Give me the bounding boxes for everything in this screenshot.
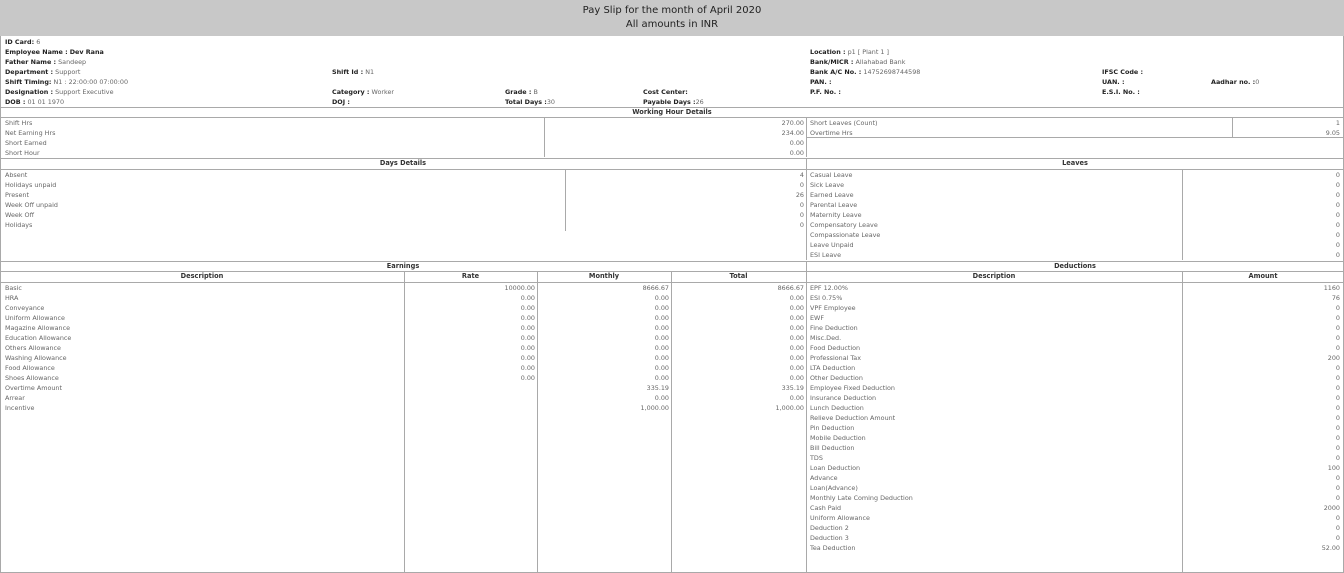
table-cell: 0 — [1335, 324, 1340, 332]
days-values — [744, 170, 804, 230]
list-item: Leave Unpaid — [810, 241, 854, 249]
list-item: Compensatory Leave — [810, 221, 878, 229]
table-cell: 335.19 — [781, 384, 804, 392]
list-value: 0 — [799, 211, 804, 219]
table-cell: Loan(Advance) — [810, 484, 858, 492]
table-cell: 0.00 — [654, 354, 669, 362]
table-cell: 0.00 — [520, 294, 535, 302]
table-cell: 0.00 — [520, 344, 535, 352]
table-cell — [436, 383, 535, 393]
leaves-title: Leaves — [1062, 159, 1088, 167]
table-cell: 0 — [1335, 344, 1340, 352]
list-item: Holidays unpaid — [5, 181, 57, 189]
list-value: 270.00 — [781, 119, 804, 127]
payslip-subtitle: All amounts in INR — [625, 19, 719, 30]
list-value: 0 — [1335, 211, 1340, 219]
table-cell: Deduction 3 — [810, 534, 849, 542]
table-cell: LTA Deduction — [810, 364, 856, 372]
table-cell: 0 — [1335, 434, 1340, 442]
list-value: 0 — [799, 181, 804, 189]
esi-number-field: E.S.I. No. : — [1102, 88, 1140, 96]
list-value: 26 — [795, 191, 804, 199]
list-value: 0 — [1335, 171, 1340, 179]
table-cell: 0.00 — [789, 314, 804, 322]
table-cell: 10000.00 — [504, 284, 535, 292]
table-cell: 0 — [1335, 424, 1340, 432]
list-value: 0 — [799, 221, 804, 229]
table-cell: 1,000.00 — [775, 404, 804, 412]
table-cell: 0.00 — [654, 344, 669, 352]
list-item: Absent — [5, 171, 28, 179]
table-cell: Fine Deduction — [810, 324, 858, 332]
list-item: ESI Leave — [810, 251, 842, 259]
list-item: Compassionate Leave — [810, 231, 881, 239]
working-hours-left-labels — [5, 118, 55, 158]
earnings-monthly-column — [570, 283, 669, 413]
table-cell: 0.00 — [789, 364, 804, 372]
table-cell: 100 — [1327, 464, 1340, 472]
list-value: 0.00 — [789, 149, 804, 157]
list-value: 0 — [1335, 221, 1340, 229]
deductions-amount-column — [1280, 283, 1340, 553]
divider — [1232, 117, 1233, 137]
table-cell: 0 — [1335, 364, 1340, 372]
dob-field: DOB : 01 01 1970 — [5, 98, 65, 106]
table-cell: 0.00 — [520, 324, 535, 332]
table-cell: Employee Fixed Deduction — [810, 384, 895, 392]
table-cell: 8666.67 — [642, 284, 669, 292]
earnings-title: Earnings — [386, 262, 420, 270]
earnings-rate-header: Rate — [461, 272, 480, 280]
table-cell: Conveyance — [5, 304, 45, 312]
divider — [544, 117, 545, 157]
table-cell: Arrear — [5, 394, 25, 402]
list-item: Short Hour — [5, 149, 40, 157]
table-cell: Lunch Deduction — [810, 404, 864, 412]
table-cell: 0.00 — [789, 294, 804, 302]
earnings-description-header: Description — [180, 272, 224, 280]
table-cell: 0.00 — [789, 354, 804, 362]
table-cell: 335.19 — [646, 384, 669, 392]
bank-micr-field: Bank/MICR : Allahabad Bank — [810, 58, 906, 66]
table-cell: Education Allowance — [5, 334, 72, 342]
list-value: 0.00 — [789, 139, 804, 147]
table-cell: 0 — [1335, 494, 1340, 502]
divider — [806, 261, 807, 573]
table-cell: 200 — [1327, 354, 1340, 362]
father-name-field: Father Name : Sandeep — [5, 58, 87, 66]
list-item: Parental Leave — [810, 201, 858, 209]
table-cell: Professional Tax — [810, 354, 861, 362]
deductions-title: Deductions — [1054, 262, 1096, 270]
table-cell: Magazine Allowance — [5, 324, 71, 332]
table-cell: Relieve Deduction Amount — [810, 414, 896, 422]
table-cell: Mobile Deduction — [810, 434, 866, 442]
table-cell: 0.00 — [789, 374, 804, 382]
leaves-labels — [810, 170, 880, 260]
table-cell: 0.00 — [789, 344, 804, 352]
location-field: Location : p1 [ Plant 1 ] — [810, 48, 889, 56]
id-card-field: ID Card: 6 — [5, 38, 41, 46]
table-cell: EWF — [810, 314, 825, 322]
table-cell: 0.00 — [654, 394, 669, 402]
table-cell — [436, 393, 535, 403]
shift-id-field: Shift Id : N1 — [332, 68, 375, 76]
table-cell: 0.00 — [654, 294, 669, 302]
table-cell: 0 — [1335, 404, 1340, 412]
aadhar-field: Aadhar no. :0 — [1211, 78, 1260, 86]
category-field: Category : Worker — [332, 88, 395, 96]
list-value: 0 — [799, 201, 804, 209]
table-cell: 0.00 — [789, 324, 804, 332]
table-cell: Uniform Allowance — [5, 314, 65, 322]
table-cell: 0.00 — [789, 304, 804, 312]
divider — [671, 271, 672, 573]
payslip-title: Pay Slip for the month of April 2020 — [582, 5, 762, 16]
cost-center-field: Cost Center: — [643, 88, 688, 96]
table-cell: 0.00 — [654, 324, 669, 332]
divider — [565, 169, 566, 231]
table-cell: Food Allowance — [5, 364, 55, 372]
earnings-total-column — [704, 283, 804, 413]
list-item: Short Earned — [5, 139, 47, 147]
table-cell — [436, 403, 535, 413]
pf-number-field: P.F. No. : — [810, 88, 841, 96]
table-cell: Monthly Late Coming Deduction — [810, 494, 913, 502]
list-value: 4 — [799, 171, 804, 179]
list-item: Holidays — [5, 221, 33, 229]
table-cell: EPF 12.00% — [810, 284, 848, 292]
table-cell: 0.00 — [654, 314, 669, 322]
earnings-rate-column — [436, 283, 535, 413]
list-value: 0 — [1335, 251, 1340, 259]
table-cell: 0.00 — [654, 334, 669, 342]
table-cell: 76 — [1331, 294, 1340, 302]
shift-timing-field: Shift Timing: N1 : 22:00:00 07:00:00 — [5, 78, 129, 86]
table-cell: Misc.Ded. — [810, 334, 842, 342]
grade-field: Grade : B — [505, 88, 538, 96]
table-cell: Bill Deduction — [810, 444, 855, 452]
table-cell: Tea Deduction — [810, 544, 856, 552]
table-cell: 0.00 — [520, 304, 535, 312]
table-cell: 0 — [1335, 484, 1340, 492]
table-cell: 0.00 — [789, 394, 804, 402]
table-cell: 0.00 — [520, 354, 535, 362]
table-cell: 0 — [1335, 334, 1340, 342]
list-value: 0 — [1335, 201, 1340, 209]
table-cell: 0 — [1335, 444, 1340, 452]
table-cell: Cash Paid — [810, 504, 842, 512]
working-hours-left-values — [744, 118, 804, 158]
divider — [806, 137, 1344, 138]
list-value: 1 — [1335, 119, 1340, 127]
days-labels — [5, 170, 58, 230]
table-cell: HRA — [5, 294, 19, 302]
earnings-description-column — [5, 283, 71, 413]
pan-field: PAN. : — [810, 78, 832, 86]
department-field: Department : Support — [5, 68, 81, 76]
divider — [537, 271, 538, 573]
table-cell: 0.00 — [789, 334, 804, 342]
list-item: Casual Leave — [810, 171, 853, 179]
uan-field: UAN. : — [1102, 78, 1125, 86]
table-cell: 0.00 — [520, 314, 535, 322]
table-cell: 0 — [1335, 304, 1340, 312]
list-item: Week Off — [5, 211, 34, 219]
divider — [0, 169, 1344, 170]
bank-account-field: Bank A/C No. : 14752698744598 — [810, 68, 921, 76]
employee-name-field: Employee Name : Dev Rana — [5, 48, 104, 56]
divider — [806, 158, 807, 260]
table-cell: Loan Deduction — [810, 464, 861, 472]
table-cell: Deduction 2 — [810, 524, 849, 532]
list-value: 0 — [1335, 181, 1340, 189]
divider — [0, 282, 1344, 283]
table-cell: Advance — [810, 474, 838, 482]
table-cell: Food Deduction — [810, 344, 861, 352]
payslip-header — [0, 0, 1344, 36]
list-value: 0 — [1335, 191, 1340, 199]
table-cell: 2000 — [1323, 504, 1340, 512]
payable-days-field: Payable Days :26 — [643, 98, 704, 106]
table-cell: 0 — [1335, 514, 1340, 522]
list-value: 9.05 — [1325, 129, 1340, 137]
list-item: Sick Leave — [810, 181, 845, 189]
divider — [1182, 169, 1183, 260]
table-cell: 0 — [1335, 394, 1340, 402]
table-cell: 0 — [1335, 314, 1340, 322]
table-cell: Washing Allowance — [5, 354, 67, 362]
table-cell: Other Deduction — [810, 374, 863, 382]
table-cell: 0 — [1335, 374, 1340, 382]
table-cell: Shoes Allowance — [5, 374, 59, 382]
divider — [404, 271, 405, 573]
list-item: Net Earning Hrs — [5, 129, 56, 137]
table-cell: VPF Employee — [810, 304, 856, 312]
list-item: Present — [5, 191, 29, 199]
list-item: Maternity Leave — [810, 211, 862, 219]
table-cell: 0.00 — [654, 304, 669, 312]
list-value: 0 — [1335, 241, 1340, 249]
table-cell: Others Allowance — [5, 344, 61, 352]
deductions-description-header: Description — [972, 272, 1016, 280]
earnings-total-header: Total — [729, 272, 748, 280]
table-cell: 0 — [1335, 534, 1340, 542]
table-cell: Pin Deduction — [810, 424, 855, 432]
days-details-title: Days Details — [379, 159, 427, 167]
table-cell: Basic — [5, 284, 22, 292]
list-value: 234.00 — [781, 129, 804, 137]
table-cell: TDS — [810, 454, 823, 462]
table-cell: 0.00 — [520, 364, 535, 372]
list-item: Week Off unpaid — [5, 201, 58, 209]
table-cell: 0.00 — [520, 374, 535, 382]
table-cell: Uniform Allowance — [810, 514, 870, 522]
table-cell: 0 — [1335, 414, 1340, 422]
list-item: Shift Hrs — [5, 119, 33, 127]
table-cell: 8666.67 — [777, 284, 804, 292]
earnings-monthly-header: Monthly — [588, 272, 620, 280]
working-hours-right-labels — [810, 118, 878, 138]
table-cell: 1160 — [1323, 284, 1340, 292]
table-cell: 52.00 — [1321, 544, 1340, 552]
table-cell: Insurance Deduction — [810, 394, 877, 402]
list-item: Short Leaves (Count) — [810, 119, 878, 127]
table-cell: 0.00 — [520, 334, 535, 342]
doj-field: DOJ : — [332, 98, 350, 106]
working-hours-right-values — [1280, 118, 1340, 138]
table-cell: 0 — [1335, 454, 1340, 462]
divider — [1182, 271, 1183, 573]
total-days-field: Total Days :30 — [505, 98, 555, 106]
table-cell: 0.00 — [654, 364, 669, 372]
divider — [0, 117, 1344, 118]
table-cell: Incentive — [5, 404, 35, 412]
deductions-description-column — [810, 283, 913, 553]
working-hours-title: Working Hour Details — [632, 108, 712, 116]
table-cell: 0 — [1335, 524, 1340, 532]
list-value: 0 — [1335, 231, 1340, 239]
ifsc-field: IFSC Code : — [1102, 68, 1144, 76]
table-cell: Overtime Amount — [5, 384, 62, 392]
leaves-values — [1280, 170, 1340, 260]
table-cell: 0 — [1335, 474, 1340, 482]
table-cell: 0 — [1335, 384, 1340, 392]
list-item: Overtime Hrs — [810, 129, 853, 137]
table-cell: ESI 0.75% — [810, 294, 843, 302]
table-cell: 1,000.00 — [640, 404, 669, 412]
list-item: Earned Leave — [810, 191, 854, 199]
table-cell: 0.00 — [654, 374, 669, 382]
deductions-amount-header: Amount — [1248, 272, 1278, 280]
designation-field: Designation : Support Executive — [5, 88, 114, 96]
